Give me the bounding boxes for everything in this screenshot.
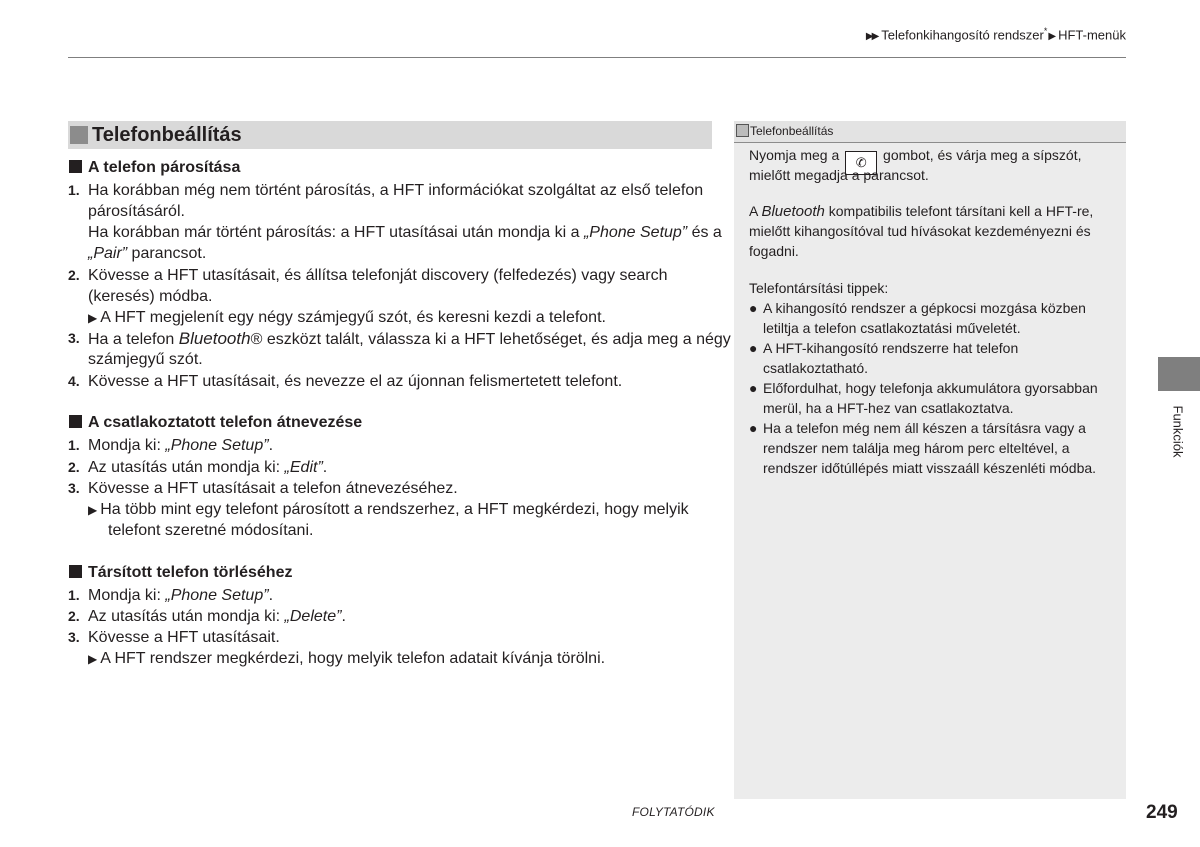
sidebar-p1-line1: Nyomja meg a ✆ gombot, és várja meg a sípszót, (749, 145, 1081, 175)
delete-heading-text: Társított telefon törléséhez (88, 564, 293, 581)
pairing-step3-line2: számjegyű szót. (88, 351, 203, 368)
step-number: 3. (68, 629, 80, 645)
sidebar-p2-line1: A Bluetooth kompatibilis telefont társítani kell a HFT-re, (749, 203, 1094, 220)
sidebar-tip4-line1: Ha a telefon még nem áll készen a társításra vagy a (763, 420, 1086, 436)
rename-step1: Mondja ki: „Phone Setup”. (88, 437, 274, 454)
rename-step3-line1: Kövesse a HFT utasításait a telefon átnevezéséhez. (88, 480, 458, 497)
step-number: 4. (68, 373, 80, 389)
sidebar-p2-line3: fogadni. (749, 243, 799, 259)
step-number: 1. (68, 182, 80, 198)
delete-step1: Mondja ki: „Phone Setup”. (88, 587, 274, 604)
step-number: 2. (68, 608, 80, 624)
phone-talk-icon: ✆ (845, 151, 877, 175)
bullet-icon: ● (749, 300, 758, 316)
sidebar-tip3-line2: merül, ha a HFT-hez van csatlakoztatva. (763, 400, 1014, 416)
sidebar-p1-line2: mielőtt megadja a parancsot. (749, 167, 929, 183)
sidebar-tip1-line1: A kihangosító rendszer a gépkocsi mozgása közben (763, 300, 1086, 316)
square-bullet-icon (69, 160, 82, 173)
result-arrow-icon: ▶ (88, 311, 98, 325)
arrow-icon: ▶ (1048, 31, 1057, 43)
delete-heading (68, 563, 292, 583)
header-divider (68, 57, 1126, 58)
step-number: 2. (68, 459, 80, 475)
sidebar-tip2-line2: csatlakoztatható. (763, 360, 869, 376)
double-arrow-icon: ▶▶ (865, 31, 878, 43)
sidebar-tip1-line2: letiltja a telefon csatlakoztatási műveletét. (763, 320, 1021, 336)
section-title: Telefonbeállítás (92, 124, 242, 146)
step-number: 1. (68, 437, 80, 453)
delete-step3-result: ▶ A HFT rendszer megkérdezi, hogy melyik telefon adatait kívánja törölni. (88, 650, 606, 667)
bullet-icon: ● (749, 340, 758, 356)
page-number: 249 (1146, 802, 1178, 823)
section-square-icon (70, 126, 88, 144)
pairing-step2-line1: Kövesse a HFT utasításait, és állítsa telefonját discovery (felfedezés) vagy search (88, 267, 668, 284)
rename-heading (68, 413, 362, 433)
chapter-tab-label: Funkciók (1170, 405, 1186, 458)
breadcrumb (866, 26, 1126, 42)
breadcrumb-item-2: HFT-menük (1058, 27, 1126, 43)
rename-heading-text: A csatlakoztatott telefon átnevezése (88, 414, 363, 431)
bullet-icon: ● (749, 420, 758, 436)
delete-step3-line1: Kövesse a HFT utasításait. (88, 629, 280, 646)
square-bullet-icon (69, 415, 82, 428)
breadcrumb-item-1: Telefonkihangosító rendszer (881, 27, 1044, 43)
pairing-step1-line2: párosításáról. (88, 203, 185, 220)
continues-label: FOLYTATÓDIK (632, 805, 715, 819)
sidebar-tips-title: Telefontársítási tippek: (749, 280, 889, 296)
square-bullet-icon (69, 565, 82, 578)
sidebar-tip2-line1: A HFT-kihangosító rendszerre hat telefon (763, 340, 1019, 356)
rename-step3-result-line2: telefont szeretné módosítani. (108, 522, 314, 539)
pairing-step2-result: ▶ A HFT megjelenít egy négy számjegyű szót, és keresni kezdi a telefont. (88, 309, 606, 326)
pairing-step1-line1: Ha korábban még nem történt párosítás, a HFT információkat szolgáltat az első telefon (88, 182, 704, 199)
pairing-step1-line3: Ha korábban már történt párosítás: a HFT utasításai után mondja ki a „Phone Setup” és a (88, 224, 722, 241)
sidebar-tip3-line1: Előfordulhat, hogy telefonja akkumulátora gyorsabban (763, 380, 1098, 396)
chapter-tab-marker (1158, 357, 1200, 391)
result-arrow-icon: ▶ (88, 503, 98, 517)
pairing-step3-line1: Ha a telefon Bluetooth® eszközt talált, válassza ki a HFT lehetőséget, és adja meg a négy (88, 329, 731, 348)
step-number: 2. (68, 267, 80, 283)
result-arrow-icon: ▶ (88, 652, 98, 666)
step-number: 3. (68, 480, 80, 496)
step-number: 3. (68, 330, 80, 346)
rename-step3-result-line1: ▶ Ha több mint egy telefont párosított a rendszerhez, a HFT megkérdezi, hogy melyik (88, 501, 689, 518)
reference-icon (736, 124, 749, 137)
sidebar-p2-line2: mielőtt kihangosítóval tud hívásokat kezdeményezni és (749, 223, 1091, 239)
rename-step2: Az utasítás után mondja ki: „Edit”. (88, 459, 328, 476)
pairing-step4-line1: Kövesse a HFT utasításait, és nevezze el az újonnan felismertetett telefont. (88, 373, 623, 390)
pairing-step1-line4: „Pair” parancsot. (88, 245, 207, 262)
sidebar-tip4-line3: rendszer időtúllépés miatt visszaáll készenléti módba. (763, 460, 1097, 476)
sidebar-tip4-line2: rendszer nem találja meg három perc elteltével, a (763, 440, 1070, 456)
bullet-icon: ● (749, 380, 758, 396)
step-number: 1. (68, 587, 80, 603)
delete-step2: Az utasítás után mondja ki: „Delete”. (88, 608, 346, 625)
pairing-heading (68, 158, 240, 178)
sidebar-title: Telefonbeállítás (736, 123, 833, 139)
pairing-step2-line2: (keresés) módba. (88, 288, 213, 305)
pairing-heading-text: A telefon párosítása (88, 159, 241, 176)
breadcrumb-star: * (1043, 26, 1048, 36)
